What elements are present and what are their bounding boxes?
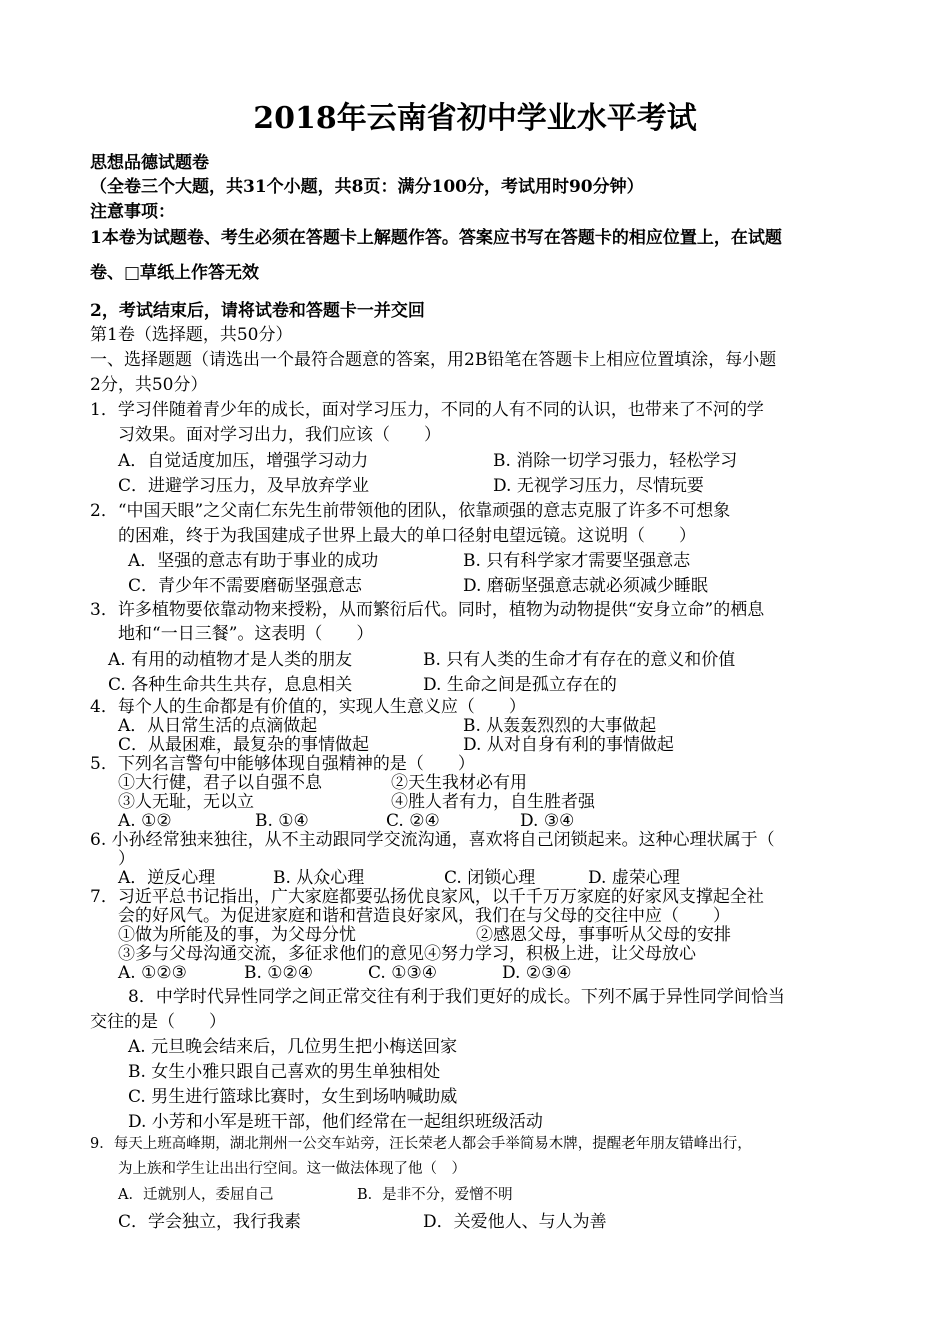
- q3-option-a: A. 有用的动植物才是人类的朋友: [108, 650, 353, 670]
- exam-info: （全卷三个大题，共31个小题，共8页：满分100分，考试用时90分钟）: [90, 177, 644, 197]
- q1-option-b: B. 消除一切学习張力，轻松学习: [493, 451, 738, 471]
- q2-option-d: D. 磨砺坚强意志就必须减少睡眠: [463, 576, 708, 596]
- q6-option-c: C. 闭锁心理: [444, 868, 536, 888]
- q8-option-b: B. 女生小雅只跟自己喜欢的男生单独相处: [128, 1062, 441, 1082]
- q5-option-d: D. ③④: [520, 811, 575, 831]
- q8-stem-line-2: 交往的是（ ）: [90, 1012, 226, 1032]
- q5-stem: 5．下列名言警句中能够体现自强精神的是（ ）: [90, 754, 475, 774]
- q5-option-c: C. ②④: [386, 811, 440, 831]
- q2-option-c: C．青少年不需要磨砺坚强意志: [128, 576, 363, 596]
- q1-stem-line-2: 习效果。面对学习出力，我们应该（ ）: [118, 425, 441, 445]
- q9-option-a: A．迁就别人，委屈自己: [118, 1187, 274, 1203]
- notes-heading: 注意事项：: [90, 202, 175, 222]
- q9-stem-line-1: 9．每天上班高峰期，湖北荆州一公交车站旁，汪长荣老人都会手举简易木牌，提醒老年朋友错峰出行，: [90, 1136, 752, 1152]
- exam-title: 2018年云南省初中学业水平考试: [253, 101, 697, 136]
- q3-option-b: B. 只有人类的生命才有存在的意义和价值: [423, 650, 736, 670]
- q7-item-1: ①做为所能及的事，为父母分忧: [118, 925, 356, 945]
- q9-option-d: D．关爱他人、与人为善: [423, 1212, 607, 1232]
- note-1-line-2: 卷、□草纸上作答无效: [90, 263, 260, 283]
- q5-item-3: ③人无耻，无以立: [118, 792, 254, 812]
- q8-option-c: C. 男生进行篮球比赛时，女生到场呐喊助威: [128, 1087, 458, 1107]
- q4-option-c: C．从最困难，最复杂的事情做起: [118, 735, 370, 755]
- q6-stem-line-1: 6. 小孙经常独来独往，从不主动跟同学交流沟通，喜欢将自己闭锁起来。这种心理状属于（: [90, 830, 775, 850]
- q1-option-d: D. 无视学习压力，尽情玩要: [493, 476, 704, 496]
- q1-option-a: A．自觉适度加压，增强学习动力: [118, 451, 369, 471]
- q4-option-d: D. 从对自身有利的事情做起: [463, 735, 674, 755]
- q7-option-a: A. ①②③: [118, 963, 187, 983]
- q7-option-b: B. ①②④: [244, 963, 314, 983]
- q4-option-b: B. 从轰轰烈烈的大事做起: [463, 716, 657, 736]
- q7-item-3-4: ③多与父母沟通交流，多征求他们的意见④努力学习，积极上进，让父母放心: [118, 944, 696, 964]
- section-heading-line-2: 2分，共50分）: [90, 375, 208, 395]
- q9-stem-line-2: 为上族和学生让出出行空间。这一做法体现了他（ ）: [118, 1161, 466, 1177]
- note-1-line-1: 1本卷为试题卷、考生必须在答题卡上解题作答。答案应书写在答题卡的相应位置上，在试题: [90, 228, 782, 248]
- q8-option-d: D. 小芳和小军是班干部，他们经常在一起组织班级活动: [128, 1112, 543, 1132]
- q7-stem-line-1: 7．习近平总书记指出，广大家庭都要弘扬优良家风，以千千万万家庭的好家风支撑起全社: [90, 887, 764, 907]
- q2-option-b: B. 只有科学家才需要坚强意志: [463, 551, 691, 571]
- q9-option-c: C．学会独立，我行我素: [118, 1212, 302, 1232]
- section-heading-line-1: 一、选择题题（请选出一个最符合题意的答案，用2B铅笔在答题卡上相应位置填涂，每小题: [90, 350, 777, 370]
- q5-item-2: ②天生我材必有用: [391, 773, 527, 793]
- q7-option-c: C. ①③④: [368, 963, 437, 983]
- q3-stem-line-1: 3．许多植物要依靠动物来授粉，从而繁衍后代。同时，植物为动物提供“安身立命”的栖息: [90, 600, 765, 620]
- q5-option-b: B. ①④: [255, 811, 309, 831]
- q9-option-b: B．是非不分，爱憎不明: [357, 1187, 513, 1203]
- q7-stem-line-2: 会的好风气。为促进家庭和谐和营造良好家风，我们在与父母的交往中应（ ）: [118, 906, 730, 926]
- q3-option-d: D. 生命之间是孤立存在的: [423, 675, 617, 695]
- q6-option-b: B. 从众心理: [273, 868, 365, 888]
- q6-option-a: A．逆反心理: [118, 868, 216, 888]
- q3-option-c: C. 各种生命共生共存，息息相关: [108, 675, 353, 695]
- volume-heading: 第1卷（选择题，共50分）: [90, 325, 293, 345]
- q4-option-a: A．从日常生活的点滴做起: [118, 716, 318, 736]
- q1-stem-line-1: 1．学习伴随着青少年的成长，面对学习压力，不同的人有不同的认识，也带来了不河的学: [90, 400, 764, 420]
- q4-stem: 4．每个人的生命都是有价值的，实现人生意义应（ ）: [90, 697, 526, 717]
- q1-option-c: C．进避学习压力，及早放弃学业: [118, 476, 370, 496]
- q3-stem-line-2: 地和“一日三餐”。这表明（ ）: [118, 624, 374, 644]
- q2-stem-line-2: 的困难，终于为我国建成子世界上最大的单口径射电望远镜。这说明（ ）: [118, 526, 696, 546]
- q5-item-4: ④胜人者有力，自生胜者强: [391, 792, 595, 812]
- subject-title: 思想品德试题卷: [90, 153, 209, 173]
- note-2: 2，考试结束后，请将试卷和答题卡一并交回: [90, 301, 425, 321]
- q8-option-a: A. 元旦晚会结来后，几位男生把小梅送回家: [128, 1037, 458, 1057]
- q5-option-a: A. ①②: [118, 811, 172, 831]
- q2-stem-line-1: 2．“中国天眼”之父南仁东先生前带领他的团队，依靠顽强的意志克服了许多不可想象: [90, 501, 731, 521]
- q6-option-d: D. 虚荣心理: [588, 868, 680, 888]
- q7-item-2: ②感恩父母，事事听从父母的安排: [476, 925, 731, 945]
- q5-item-1: ①大行健，君子以自强不息: [118, 773, 322, 793]
- q6-stem-line-2: ）: [118, 849, 135, 869]
- q8-stem-line-1: 8．中学时代异性同学之间正常交往有利于我们更好的成长。下列不属于异性同学间恰当: [128, 987, 785, 1007]
- q7-option-d: D. ②③④: [502, 963, 572, 983]
- q2-option-a: A．坚强的意志有助于事业的成功: [128, 551, 379, 571]
